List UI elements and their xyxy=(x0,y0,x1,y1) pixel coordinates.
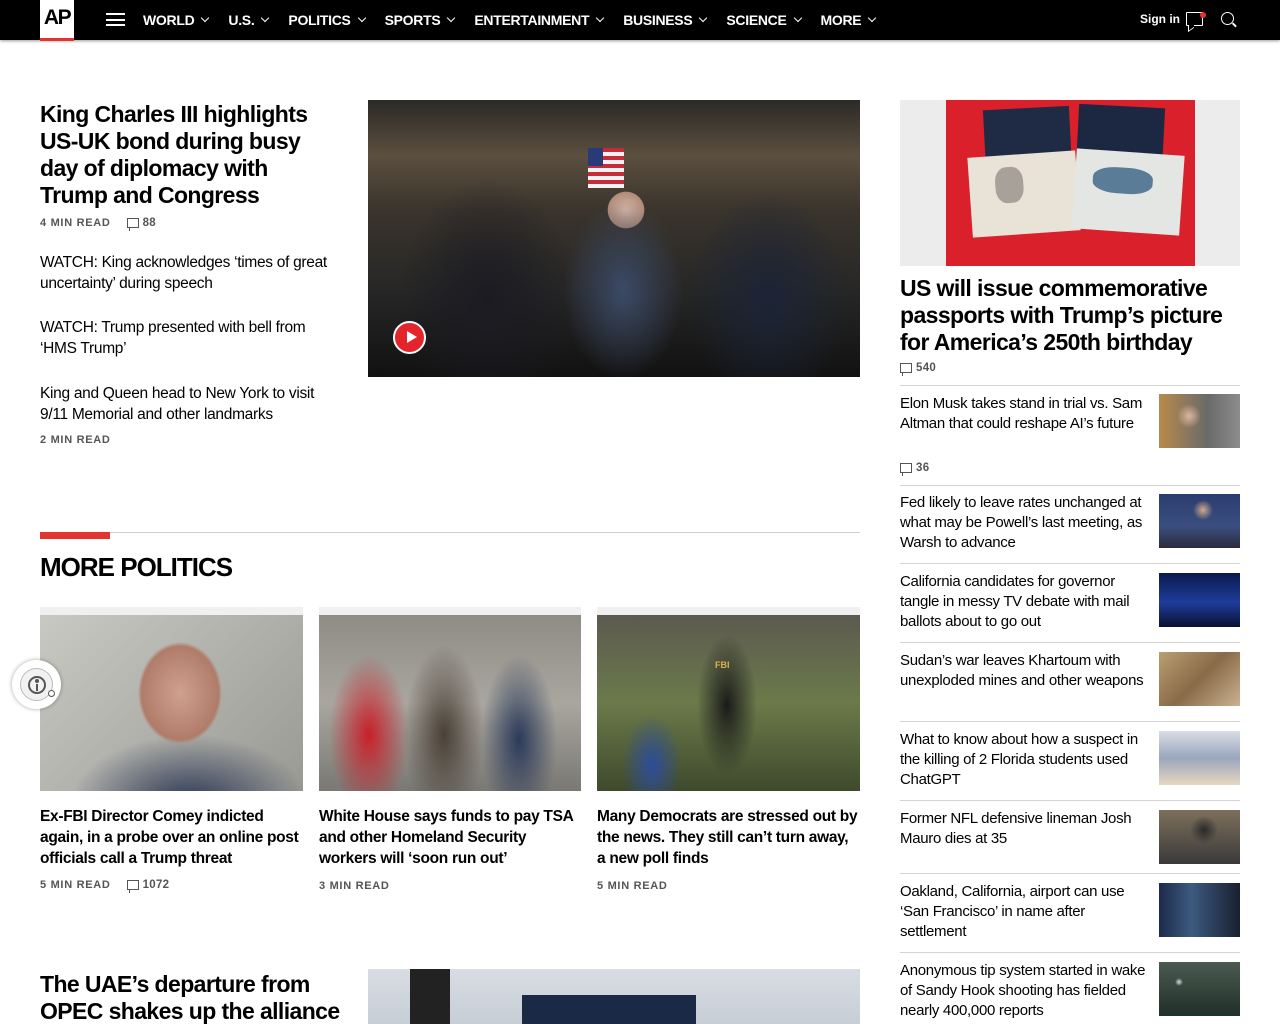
divider xyxy=(900,385,1240,386)
card-2-headline[interactable]: White House says funds to pay TSA and other Homeland Security workers will ‘soon run out’ xyxy=(319,808,573,867)
flag-in-image xyxy=(588,148,624,188)
comment-icon xyxy=(127,218,139,228)
divider xyxy=(900,485,1240,486)
item-1-thumbnail[interactable] xyxy=(1159,394,1240,448)
card-3-read-time: 5 MIN READ xyxy=(597,880,668,892)
search-icon[interactable] xyxy=(1221,12,1234,25)
section-accent xyxy=(40,532,110,539)
right-list-item-8[interactable]: Anonymous tip system started in wake of Sandy Hook shooting has fielded nearly 400,000 reports xyxy=(900,962,1146,1019)
top-nav-bar xyxy=(0,0,1280,40)
passport-image[interactable] xyxy=(900,100,1240,266)
related-link-1[interactable]: WATCH: King acknowledges ‘times of great uncertainty’ during speech xyxy=(40,254,327,292)
card-1-image[interactable] xyxy=(40,607,303,791)
item-2-thumbnail[interactable] xyxy=(1159,494,1240,548)
item-8-thumbnail[interactable] xyxy=(1159,962,1240,1016)
divider xyxy=(900,721,1240,722)
comment-count[interactable]: 540 xyxy=(900,362,936,374)
right-list-item-2[interactable]: Fed likely to leave rates unchanged at what may be Powell’s last meeting, as Warsh to advance xyxy=(900,494,1143,551)
right-list-item-6[interactable]: Former NFL defensive lineman Josh Mauro dies at 35 xyxy=(900,810,1132,847)
nav-world[interactable]: WORLD xyxy=(143,12,208,28)
read-time: 4 MIN READ xyxy=(40,217,111,229)
lead-meta xyxy=(40,217,156,229)
logo-text: AP xyxy=(43,6,71,29)
image-text: FBI xyxy=(715,660,730,670)
nav-entertainment[interactable]: ENTERTAINMENT xyxy=(474,12,603,28)
lead-video-image[interactable] xyxy=(368,100,860,377)
right-list-item-4[interactable]: Sudan’s war leaves Khartoum with unexploded mines and other weapons xyxy=(900,652,1144,689)
right-list-item-3[interactable]: California candidates for governor tangle in messy TV debate with mail ballots about to go out xyxy=(900,573,1130,630)
nav-business[interactable]: BUSINESS xyxy=(623,12,706,28)
sign-in-link[interactable]: Sign in xyxy=(1140,12,1180,26)
item-6-thumbnail[interactable] xyxy=(1159,810,1240,864)
related-link-3[interactable]: King and Queen head to New York to visit 9/11 Memorial and other landmarks xyxy=(40,385,315,423)
card-1-meta xyxy=(40,879,169,891)
play-icon[interactable] xyxy=(393,321,426,354)
next-story-image[interactable] xyxy=(368,969,860,1024)
divider xyxy=(900,873,1240,874)
accessibility-button[interactable] xyxy=(12,660,61,709)
chevron-down-icon xyxy=(596,14,604,22)
item-7-thumbnail[interactable] xyxy=(1159,883,1240,937)
section-heading[interactable]: MORE POLITICS xyxy=(40,552,233,582)
chevron-down-icon xyxy=(793,14,801,22)
lead-headline[interactable]: King Charles III highlights US-UK bond during busy day of diplomacy with Trump and Congress xyxy=(40,101,308,208)
chevron-down-icon xyxy=(868,14,876,22)
comment-count[interactable]: 36 xyxy=(900,462,929,474)
related-3-read-time: 2 MIN READ xyxy=(40,434,111,446)
item-4-thumbnail[interactable] xyxy=(1159,652,1240,706)
divider xyxy=(900,952,1240,953)
nav-politics[interactable]: POLITICS xyxy=(288,12,364,28)
card-2-read-time: 3 MIN READ xyxy=(319,880,390,892)
nav-more[interactable]: MORE xyxy=(821,12,876,28)
nav-science[interactable]: SCIENCE xyxy=(726,12,800,28)
right-list-item-7[interactable]: Oakland, California, airport can use ‘San Francisco’ in name after settlement xyxy=(900,883,1125,940)
comment-icon xyxy=(900,463,912,473)
card-1-headline[interactable]: Ex-FBI Director Comey indicted again, in a probe over an online post officials call a Trump threat xyxy=(40,808,299,867)
chevron-down-icon xyxy=(261,14,269,22)
settings-icon xyxy=(48,690,55,697)
chevron-down-icon xyxy=(447,14,455,22)
divider xyxy=(900,642,1240,643)
card-3-image[interactable] xyxy=(597,607,860,791)
item-5-thumbnail[interactable] xyxy=(1159,731,1240,785)
read-time: 5 MIN READ xyxy=(40,879,111,891)
chevron-down-icon xyxy=(699,14,707,22)
comment-icon xyxy=(900,363,912,373)
card-2-image[interactable] xyxy=(319,607,581,791)
right-lead-headline[interactable]: US will issue commemorative passports with Trump’s picture for America’s 250th birthday xyxy=(900,275,1223,355)
divider xyxy=(900,563,1240,564)
comment-count[interactable]: 88 xyxy=(127,217,156,229)
chevron-down-icon xyxy=(201,14,209,22)
divider xyxy=(900,800,1240,801)
main-nav xyxy=(143,0,895,40)
item-1-meta xyxy=(900,460,929,478)
notification-dot xyxy=(1200,12,1206,18)
menu-icon[interactable] xyxy=(106,13,125,26)
right-lead-meta xyxy=(900,360,936,378)
nav-us[interactable]: U.S. xyxy=(228,12,268,28)
section-rule xyxy=(40,532,860,533)
comment-count[interactable]: 1072 xyxy=(127,879,170,891)
next-story-headline[interactable]: The UAE’s departure from OPEC shakes up the alliance xyxy=(40,971,340,1024)
comment-icon xyxy=(127,880,139,890)
chevron-down-icon xyxy=(357,14,365,22)
item-3-thumbnail[interactable] xyxy=(1159,573,1240,627)
right-list-item-5[interactable]: What to know about how a suspect in the killing of 2 Florida students used ChatGPT xyxy=(900,731,1138,788)
accessibility-icon xyxy=(28,676,46,694)
card-3-headline[interactable]: Many Democrats are stressed out by the news. They still can’t turn away, a new poll finds xyxy=(597,808,858,867)
nav-sports[interactable]: SPORTS xyxy=(385,12,455,28)
related-link-2[interactable]: WATCH: Trump presented with bell from ‘HMS Trump’ xyxy=(40,319,306,357)
ap-logo[interactable] xyxy=(40,0,74,41)
right-list-item-1[interactable]: Elon Musk takes stand in trial vs. Sam Altman that could reshape AI’s future xyxy=(900,395,1143,432)
